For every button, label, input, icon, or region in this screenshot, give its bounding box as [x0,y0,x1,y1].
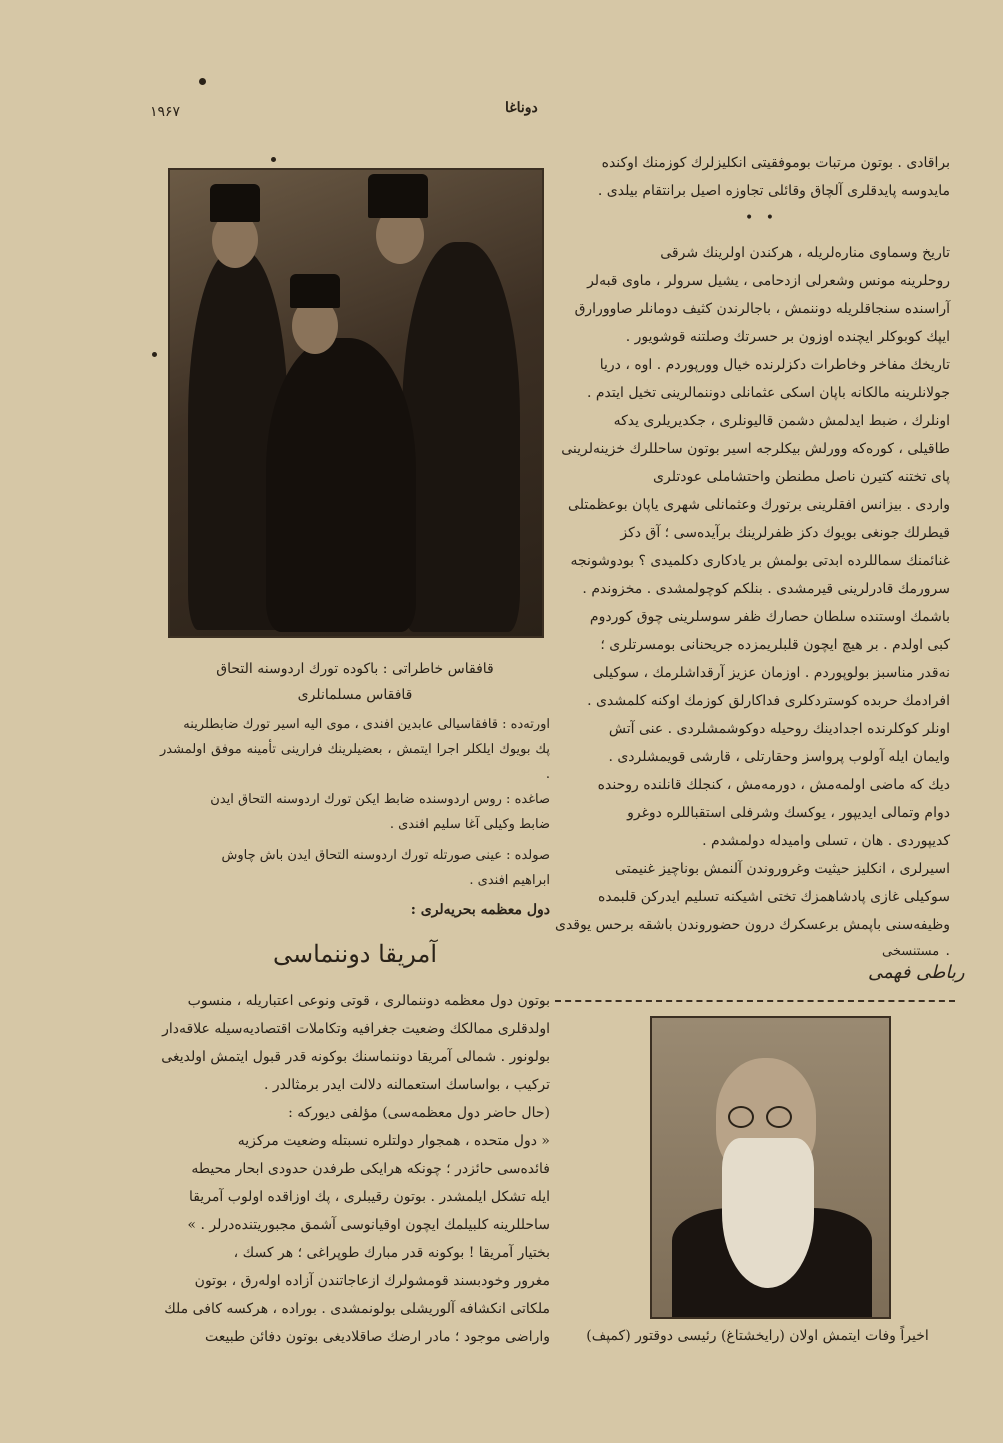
paragraph-line: جولانلرینه مالکانه باپان اسکی عثمانلی دوننمالرینی تخیل ایتدم . [586,385,950,401]
caption-line: ابراهیم افندی . [469,873,550,888]
paragraph-line: براقادی . بوتون مرتبات بوموفقیتی انکلیزلرك کوزمنك اوکنده [601,155,950,171]
portrait-beard [722,1138,814,1288]
paragraph-line: سوکیلی غازی پادشاهمزك تختی اشیکنه تسلیم ایدرکن قلبمده [598,889,950,905]
photo1-caption-title: قافقاس خاطراتی : باکوده تورك اردوسنه التحاق [216,661,494,677]
right-text-column [555,240,950,966]
paragraph-line: اولدقلری ممالکك وضعیت جغرافیه وتکاملات اقتصادیه‌سیله علاقه‌دار [162,1021,550,1037]
right-text-column-top [555,150,950,206]
paragraph-line: اونلر کوکلرنده اجدادینك روحیله دوکوشمشلردی . عنی آتش [608,721,950,737]
dashed-divider [555,1000,955,1002]
series-label: دول معظمه بحریه‌لری : [410,902,550,918]
paragraph-line: ساحللرینه کلبیلمك ایچون اوقیانوسی آشمق مجبوریتنده‌درلر . » [187,1217,550,1233]
paragraph-line: غنائمنك سماللرده ابدتی بولمش بر یادکاری دکلمیدی ؟ بودوشونجه [570,553,950,569]
portrait-glasses-right [766,1106,792,1128]
paragraph-line: آراسنده سنجاقلریله دوننمش ، باجالرندن کثیف دومانلر صاوورارق [574,301,950,317]
caption-line: صاغده : روس اردوسنده ضابط ایکن تورك اردوسنه التحاق ایدن [210,792,550,807]
paragraph-line: ایپك کوبوکلر ایچنده اوزون بر حسرتك وصلتنه قوشویور . [625,329,950,345]
signature-label: مستنسخی [882,944,940,959]
paragraph-line: باشمك اوستنده سلطان حصارك ظفر سوسلرینی چوق کوردوم [589,609,950,625]
paragraph-line: ایله تشکل ایلمشدر . بوتون رقیبلری ، پك اوزاقده اولوب آمریقا [188,1189,550,1205]
paragraph-line: بوتون دول معظمه دوننمالری ، قوتی ونوعی اعتباریله ، منسوب [187,993,550,1009]
paragraph-line: « دول متحده ، همجوار دولتلره نسبتله وضعیت مرکزیه [237,1133,550,1149]
paragraph-line: نەقدر مناسبز بولوپوردم . اوزمان عزیز آرقداشلرمك ، سوکیلی [592,665,950,681]
paragraph-line: سرورمك قادرلرینی قیرمشدی . بنلکم کوچولمشدی . مخزوندم . [582,581,950,597]
paragraph-line: افرادمك حربده کوستردکلری فداکارلق کوزمك اوکنه کلمشدی . [587,693,950,709]
page-number: ۱۹۶۷ [150,104,181,120]
paragraph-line: مایدوسه پایدقلری آلچاق وقائلی تجاوزه اصیل برانتقام بیلدی . [597,183,950,199]
paragraph-line: بولونور . شمالی آمریقا دوننماسنك بوکونه قدر قبول ایتمش اولدیغی [161,1049,550,1065]
paragraph-line: کدیپوردی . هان ، تسلی وامیدله دولمشدم . [702,833,950,849]
photo1-caption-body [160,712,550,893]
portrait-glasses-left [728,1106,754,1128]
paragraph-line: فائده‌سی حائزدر ؛ چونکه هرایکی طرفدن حدودی ابحار محیطه [191,1161,550,1177]
paragraph-line: اونلرك ، ضبط ایدلمش دشمن قالیونلری ، جکدیریلری یدکه [613,413,950,429]
paragraph-line: مغرور وخودبسند قومشولرك ازعاجاتندن آزاده اولەرق ، بوتون [194,1273,550,1289]
caption-line: ضابط وکیلی آغا سلیم افندی . [389,817,550,832]
figure-right-hat [368,174,428,218]
paragraph-line: اسیرلری ، انکلیز حیثیت وغروروندن آلنمش بوناچیز غنیمتی [615,861,950,877]
paragraph-line: کبی اولدم . بر هیچ ایچون قلبلریمزده جریحنانی بومسرتلری ؛ [600,637,950,653]
ink-dot [152,352,157,357]
paragraph-line: روحلرینه مونس وشعرلی ازدحامی ، یشیل سرولر ، ماوی قبه‌لر [587,273,950,289]
caption-line: اورتەده : قافقاسیالی عابدین افندی ، موی الیه اسیر تورك ضابطلرینه [183,717,550,732]
ink-dot [271,157,276,162]
left-text-column [160,988,550,1352]
portrait-photo [650,1016,891,1319]
paragraph-line: دیك که ماضی اولمەمش ، دورمەمش ، کنجلك قانلنده روحنده [597,777,950,793]
section-separator-dots: • • [745,210,778,226]
figure-center [266,338,416,632]
paragraph-line: پای تختنه کتیرن ناصل مطنطن واحتشاملی عودتلری [653,469,950,485]
magazine-title: دوناغا [505,100,538,116]
paragraph-line: بختیار آمریقا ! بوکونه قدر مبارك طوپراغی ؛ هر کسك ، [233,1245,550,1261]
figure-center-hat [290,274,340,308]
paragraph-line: وایمان ایله آولوب پرواسز وحقارتلی ، قارشی قویمشلردی . [608,749,950,765]
signature-name: رباطی فهمی [868,962,965,983]
paragraph-line: طاقیلی ، کورەکه وورلش بیکلرجه اسیر بوتون ساحللرك خزینه‌لرینی [561,441,950,457]
ink-dot [199,78,206,85]
figure-left-hat [210,184,260,222]
group-portrait-photo [168,168,544,638]
caption-line: پك بویوك ایلکلر اجرا ایتمش ، بعضیلرینك فرارینی تأمینه موفق اولمشدر . [160,742,550,782]
figure-right [402,242,520,632]
article-title: آمریقا دوننماسی [272,940,438,968]
paragraph-line: واردی . بیزانس افقلرینی برتورك وعثمانلی شهری یاپان بوعظمتلی [568,497,950,513]
paragraph-line: تاریخك مفاخر وخاطرات دکزلرنده خیال وورپوردم . اوه ، دریا [599,357,950,373]
paragraph-line: ملکاتی انکشافه آلوریشلی بولونمشدی . بورادە ، هرکسه کافی ملك [164,1301,550,1317]
paragraph-line: (حال حاضر دول معظمه‌سی) مؤلفی دیورکه : [288,1105,550,1121]
paragraph-line: واراضی موجود ؛ مادر ارضك صاقلادیغی بوتون دفائن طبیعت [205,1329,550,1345]
paragraph-line: قیطرلك جونغی بویوك دکز ظفرلرینك برآیده‌سی ؛ آق دکز [620,525,950,541]
caption-line: صولده : عینی صورتله تورك اردوسنه التحاق ایدن باش چاوش [221,848,550,863]
paragraph-line: ترکیب ، بواساسك استعمالنه دلالت ایدر برمثالدر . [264,1077,550,1093]
photo1-caption-subtitle: قافقاس مسلمانلری [297,687,413,703]
paragraph-line: وظیفه‌سنی باپمش برعسکرك درون حضوروندن باشقه برحس یوقدی . [555,917,950,959]
paragraph-line: دوام وتمالی ایدیپور ، یوکسك وشرفلی استقباللره دوغرو [627,805,950,821]
photo2-caption: اخیراً وفات ایتمش اولان (رایخشتاغ) رئیسی دوقتور (کمپف) [586,1328,929,1344]
paragraph-line: تاریخ وسماوی منارەلریله ، هرکندن اولرینك شرقی [660,245,950,261]
